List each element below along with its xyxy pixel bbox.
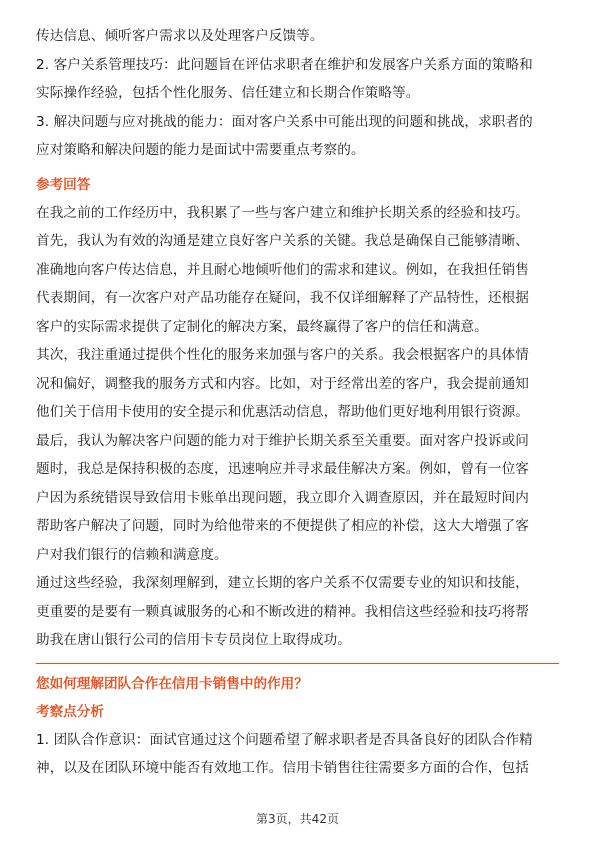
text-line: 帮助客户解决了问题，同时为给他带来的不便提供了相应的补偿，这大大增强了客 <box>36 518 529 534</box>
section-divider <box>36 663 559 664</box>
text-line: 传达信息、倾听客户需求以及处理客户反馈等。 <box>36 28 324 44</box>
text-line: 助我在唐山银行公司的信用卡专员岗位上取得成功。 <box>36 632 351 648</box>
document-page <box>36 22 559 783</box>
text-line: 户因为系统错误导致信用卡账单出现问题，我立即介入调查原因，并在最短时间内 <box>36 489 529 506</box>
intro-section <box>36 22 559 165</box>
text-line: 准确地向客户传达信息，并且耐心地倾听他们的需求和建议。例如，在我担任销售 <box>36 261 529 278</box>
analysis-section <box>36 726 559 783</box>
text-line: 其次，我注重通过提供个性化的服务来加强与客户的关系。我会根据客户的具体情 <box>36 347 529 363</box>
text-line: 神，以及在团队环境中能否有效地工作。信用卡销售往往需要多方面的合作，包括 <box>36 760 529 776</box>
text-line: 首先，我认为有效的沟通是建立良好客户关系的关键。我总是确保自己能够清晰、 <box>36 233 529 249</box>
text-line: 应对策略和解决问题的能力是面试中需要重点考察的。 <box>36 142 365 158</box>
text-line: 通过这些经验，我深刻理解到，建立长期的客户关系不仅需要专业的知识和技能， <box>36 575 529 591</box>
text-line: 1. 团队合作意识：面试官通过这个问题希望了解求职者是否具备良好的团队合作精 <box>36 731 533 748</box>
text-line: 最后，我认为解决客户问题的能力对于维护长期关系至关重要。面对客户投诉或问 <box>36 432 529 449</box>
text-line: 题时，我总是保持积极的态度，迅速响应并寻求最佳解决方案。例如，曾有一位客 <box>36 461 529 477</box>
text-line: 代表期间，有一次客户对产品功能存在疑问，我不仅详细解释了产品特性，还根据 <box>36 290 529 306</box>
answer-section <box>36 199 559 570</box>
reference-answer-heading: 参考回答 <box>36 176 91 193</box>
question-heading: 您如何理解团队合作在信用卡销售中的作用？ <box>36 675 308 692</box>
text-line: 3. 解决问题与应对挑战的能力：面对客户关系中可能出现的问题和挑战，求职者的 <box>36 113 533 130</box>
closing-section <box>36 569 559 655</box>
analysis-heading: 考察点分析 <box>36 703 104 720</box>
text-line: 他们关于信用卡使用的安全提示和优惠活动信息，帮助他们更好地利用银行资源。 <box>36 404 529 420</box>
text-line: 2. 客户关系管理技巧：此问题旨在评估求职者在维护和发展客户关系方面的策略和 <box>36 56 533 73</box>
text-line: 实际操作经验，包括个性化服务、信任建立和长期合作策略等。 <box>36 85 420 101</box>
text-line: 在我之前的工作经历中，我积累了一些与客户建立和维护长期关系的经验和技巧。 <box>36 204 529 221</box>
text-line: 更重要的是要有一颗真诚服务的心和不断改进的精神。我相信这些经验和技巧将帮 <box>36 603 529 620</box>
page-footer: 第3页，共42页 <box>256 812 339 826</box>
text-line: 况和偏好，调整我的服务方式和内容。比如，对于经常出差的客户，我会提前通知 <box>36 375 529 392</box>
text-line: 户对我们银行的信赖和满意度。 <box>36 546 228 563</box>
text-line: 客户的实际需求提供了定制化的解决方案，最终赢得了客户的信任和满意。 <box>36 318 488 335</box>
